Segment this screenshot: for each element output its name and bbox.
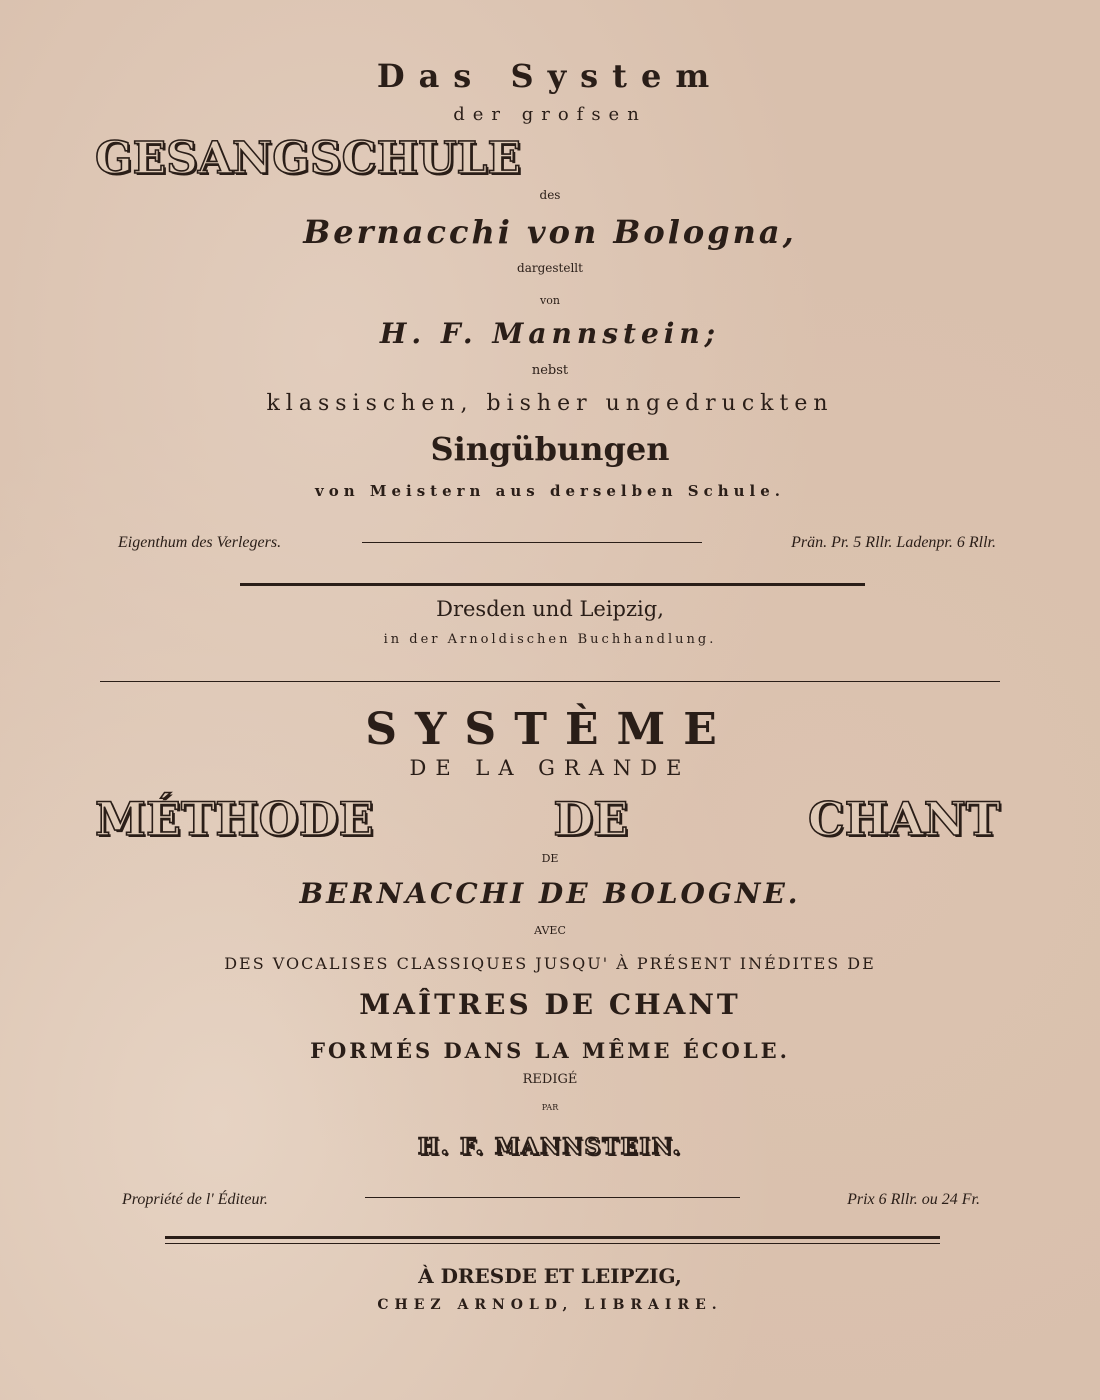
main-title-german: GESANGSCHULE [95,133,522,184]
main-title-french: MÉTHODE DE CHANT [95,792,1000,846]
author-german: H. F. Mannstein; [379,317,721,350]
publisher-german: in der Arnoldischen Buchhandlung. [383,632,717,647]
text-line: AVEC [534,924,566,937]
text-line: des [539,188,561,202]
text-line: MAÎTRES DE CHANT [359,988,741,1021]
divider [362,542,702,543]
text-line: Singübungen [430,430,670,468]
publisher-french: CHEZ ARNOLD, LIBRAIRE. [377,1297,723,1313]
divider [240,583,865,586]
property-note-french: Propriété de l' Éditeur. [122,1191,268,1208]
text-line: DES VOCALISES CLASSIQUES JUSQU' À PRÉSENT INÉDITES DE [224,954,876,973]
text-line: nebst [531,363,569,378]
text-line: von Meistern aus derselben Schule. [315,482,785,500]
divider [365,1197,740,1198]
subtitle-line: der grofsen [453,104,647,125]
text-line: REDIGÉ [522,1072,578,1087]
text-line: PAR [541,1103,559,1112]
divider [165,1236,940,1239]
author-subject-german: Bernacchi von Bologna, [303,213,797,251]
place-german: Dresden und Leipzig, [436,597,664,621]
title-french: SYSTÈME [365,704,735,755]
author-subject-french: BERNACCHI DE BOLOGNE. [299,877,801,910]
text-line: von [540,294,560,307]
text-line: DE LA GRANDE [409,756,691,780]
divider [165,1243,940,1244]
text-line: DE [541,852,559,865]
section-divider [100,681,1000,682]
price-german: Prän. Pr. 5 Rllr. Ladenpr. 6 Rllr. [791,534,996,551]
text-line: FORMÉS DANS LA MÊME ÉCOLE. [310,1038,790,1063]
text-line: dargestellt [517,261,583,275]
property-note-german: Eigenthum des Verlegers. [118,534,282,551]
text-line: klassischen, bisher ungedruckten [266,391,834,416]
place-french: À DRESDE ET LEIPZIG, [418,1264,682,1288]
price-french: Prix 6 Rllr. ou 24 Fr. [847,1191,980,1208]
title-german: Das System [376,57,724,95]
author-french: H. F. MANNSTEIN. [417,1134,683,1160]
